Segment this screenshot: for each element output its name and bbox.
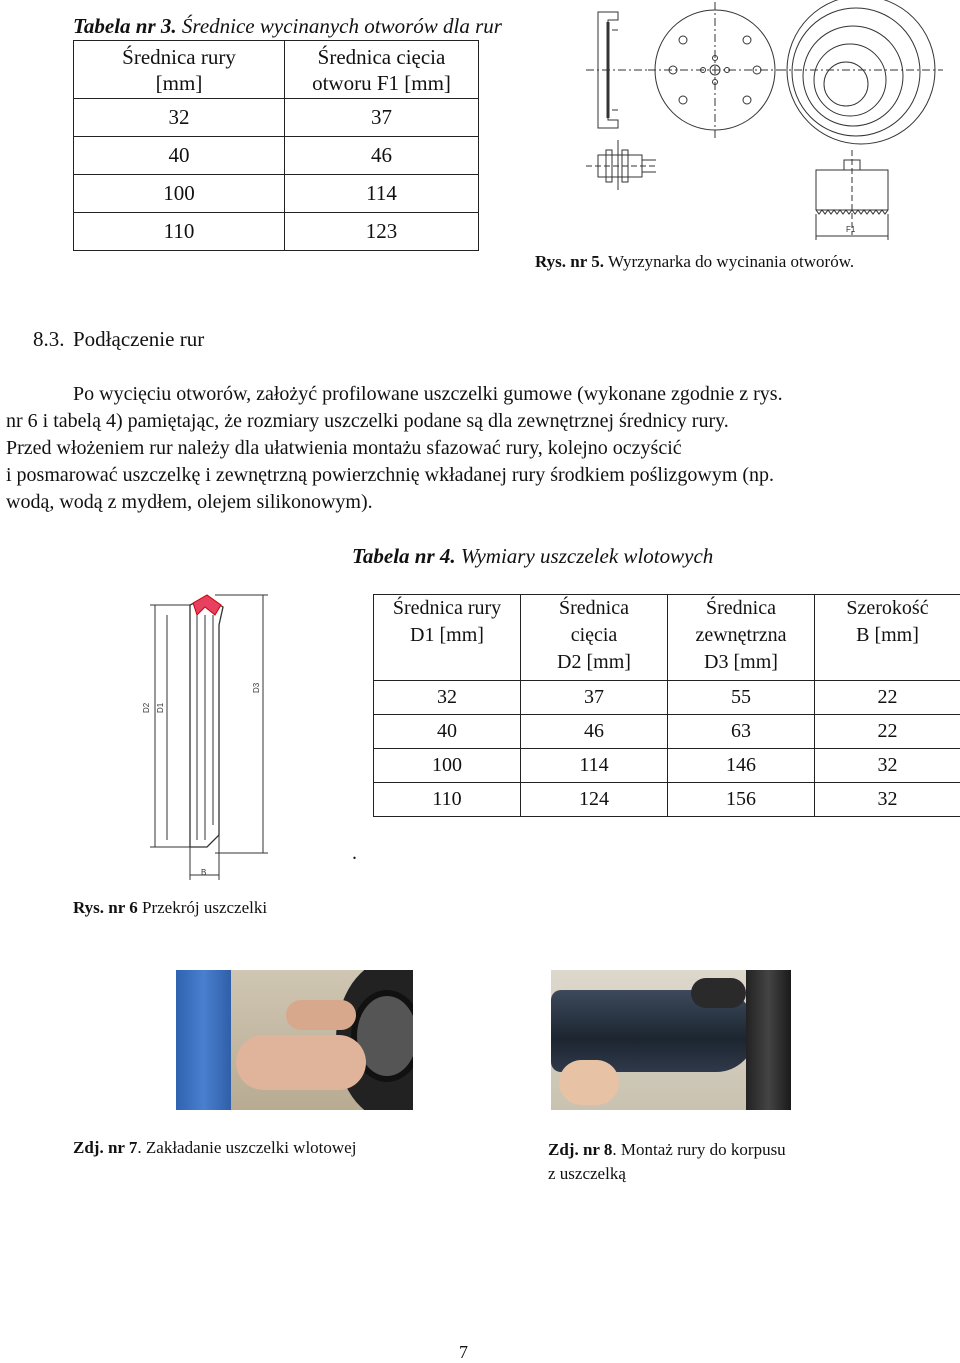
table3-header-cell: Średnica cięcia otworu F1 [mm]: [285, 41, 479, 99]
d2-label: D2: [142, 702, 151, 713]
table4-header-cell: Średnica rury D1 [mm]: [374, 595, 521, 681]
d3-label: D3: [252, 682, 261, 693]
table4-header-cell: Szerokość B [mm]: [815, 595, 960, 681]
table-cell: 110: [374, 783, 521, 817]
table-row: [374, 715, 960, 749]
table3-header-cell: Średnica rury [mm]: [74, 41, 285, 99]
table-cell: 114: [285, 175, 479, 213]
table4-header-row: [374, 595, 960, 681]
table-cell: 123: [285, 213, 479, 251]
section-title: Podłączenie rur: [73, 327, 204, 352]
table-cell: 37: [521, 681, 668, 715]
photo8-caption-text: . Montaż rury do korpusu: [612, 1140, 785, 1159]
photo-installing-seal: [176, 970, 413, 1110]
table4-header-cell: Średnica cięcia D2 [mm]: [521, 595, 668, 681]
table-cell: 100: [374, 749, 521, 783]
table-cell: 32: [74, 99, 285, 137]
seal-cross-section-drawing: [135, 585, 275, 885]
fig6-caption-text: Przekrój uszczelki: [138, 898, 267, 917]
photo8-caption-bold: Zdj. nr 8: [548, 1140, 612, 1159]
table-cell: 37: [285, 99, 479, 137]
table-cell: 100: [74, 175, 285, 213]
table3-caption-text: Średnice wycinanych otworów dla rur: [177, 14, 502, 38]
table4-caption: [352, 544, 713, 569]
table3-caption: [73, 14, 502, 39]
b-label: B: [201, 868, 206, 877]
photo8-caption-line2: z uszczelką: [548, 1162, 786, 1186]
table-cell: 22: [815, 715, 960, 749]
table-row: [74, 99, 479, 137]
fig5-caption-text: Wyrzynarka do wycinania otworów.: [604, 252, 854, 271]
table-cell: 46: [521, 715, 668, 749]
table-cell: 146: [668, 749, 815, 783]
table-row: [374, 749, 960, 783]
table4-caption-bold: Tabela nr 4.: [352, 544, 456, 568]
table-row: [374, 783, 960, 817]
paragraph-line: nr 6 i tabelą 4) pamiętając, że rozmiary uszczelki podane są dla zewnętrznej średnicy rury.: [0, 408, 960, 435]
table-row: [74, 175, 479, 213]
d1-label: D1: [156, 702, 165, 713]
f1-label: F1: [846, 225, 856, 234]
table-cell: 22: [815, 681, 960, 715]
table-row: [74, 137, 479, 175]
table4-header-cell: Średnica zewnętrzna D3 [mm]: [668, 595, 815, 681]
section-number: 8.3.: [33, 327, 65, 352]
table-cell: 46: [285, 137, 479, 175]
page-number: 7: [459, 1342, 468, 1363]
table-cell: 156: [668, 783, 815, 817]
table-cell: 40: [74, 137, 285, 175]
photo7-caption-text: . Zakładanie uszczelki wlotowej: [137, 1138, 356, 1157]
table3-caption-bold: Tabela nr 3.: [73, 14, 177, 38]
body-paragraph: [0, 381, 960, 516]
table4-caption-text: Wymiary uszczelek wlotowych: [456, 544, 714, 568]
table-cell: 63: [668, 715, 815, 749]
photo-pipe-assembly: [551, 970, 791, 1110]
photo7-caption: [73, 1138, 356, 1158]
paragraph-line: i posmarować uszczelkę i zewnętrzną powierzchnię wkładanej rury środkiem poślizgowym (np.: [0, 462, 960, 489]
table-cell: 32: [815, 783, 960, 817]
paragraph-line: Przed włożeniem rur należy dla ułatwienia montażu sfazować rury, kolejno oczyścić: [0, 435, 960, 462]
table-cell: 32: [374, 681, 521, 715]
hole-saw-drawing: [578, 0, 960, 245]
fig6-caption: [73, 898, 267, 918]
table4: [373, 594, 960, 817]
table-cell: 32: [815, 749, 960, 783]
fig6-caption-bold: Rys. nr 6: [73, 898, 138, 917]
photo7-caption-bold: Zdj. nr 7: [73, 1138, 137, 1157]
trailing-dot: .: [352, 842, 357, 865]
paragraph-line: wodą, wodą z mydłem, olejem silikonowym).: [0, 489, 960, 516]
table-row: [374, 681, 960, 715]
table-row: [74, 213, 479, 251]
table-cell: 40: [374, 715, 521, 749]
table3: [73, 40, 479, 251]
fig5-caption: [535, 252, 854, 272]
table-cell: 124: [521, 783, 668, 817]
table-cell: 110: [74, 213, 285, 251]
table-cell: 114: [521, 749, 668, 783]
table3-header-row: [74, 41, 479, 99]
table-cell: 55: [668, 681, 815, 715]
photo8-caption: [548, 1138, 786, 1186]
paragraph-line: Po wycięciu otworów, założyć profilowane uszczelki gumowe (wykonane zgodnie z rys.: [0, 381, 960, 408]
fig5-caption-bold: Rys. nr 5.: [535, 252, 604, 271]
